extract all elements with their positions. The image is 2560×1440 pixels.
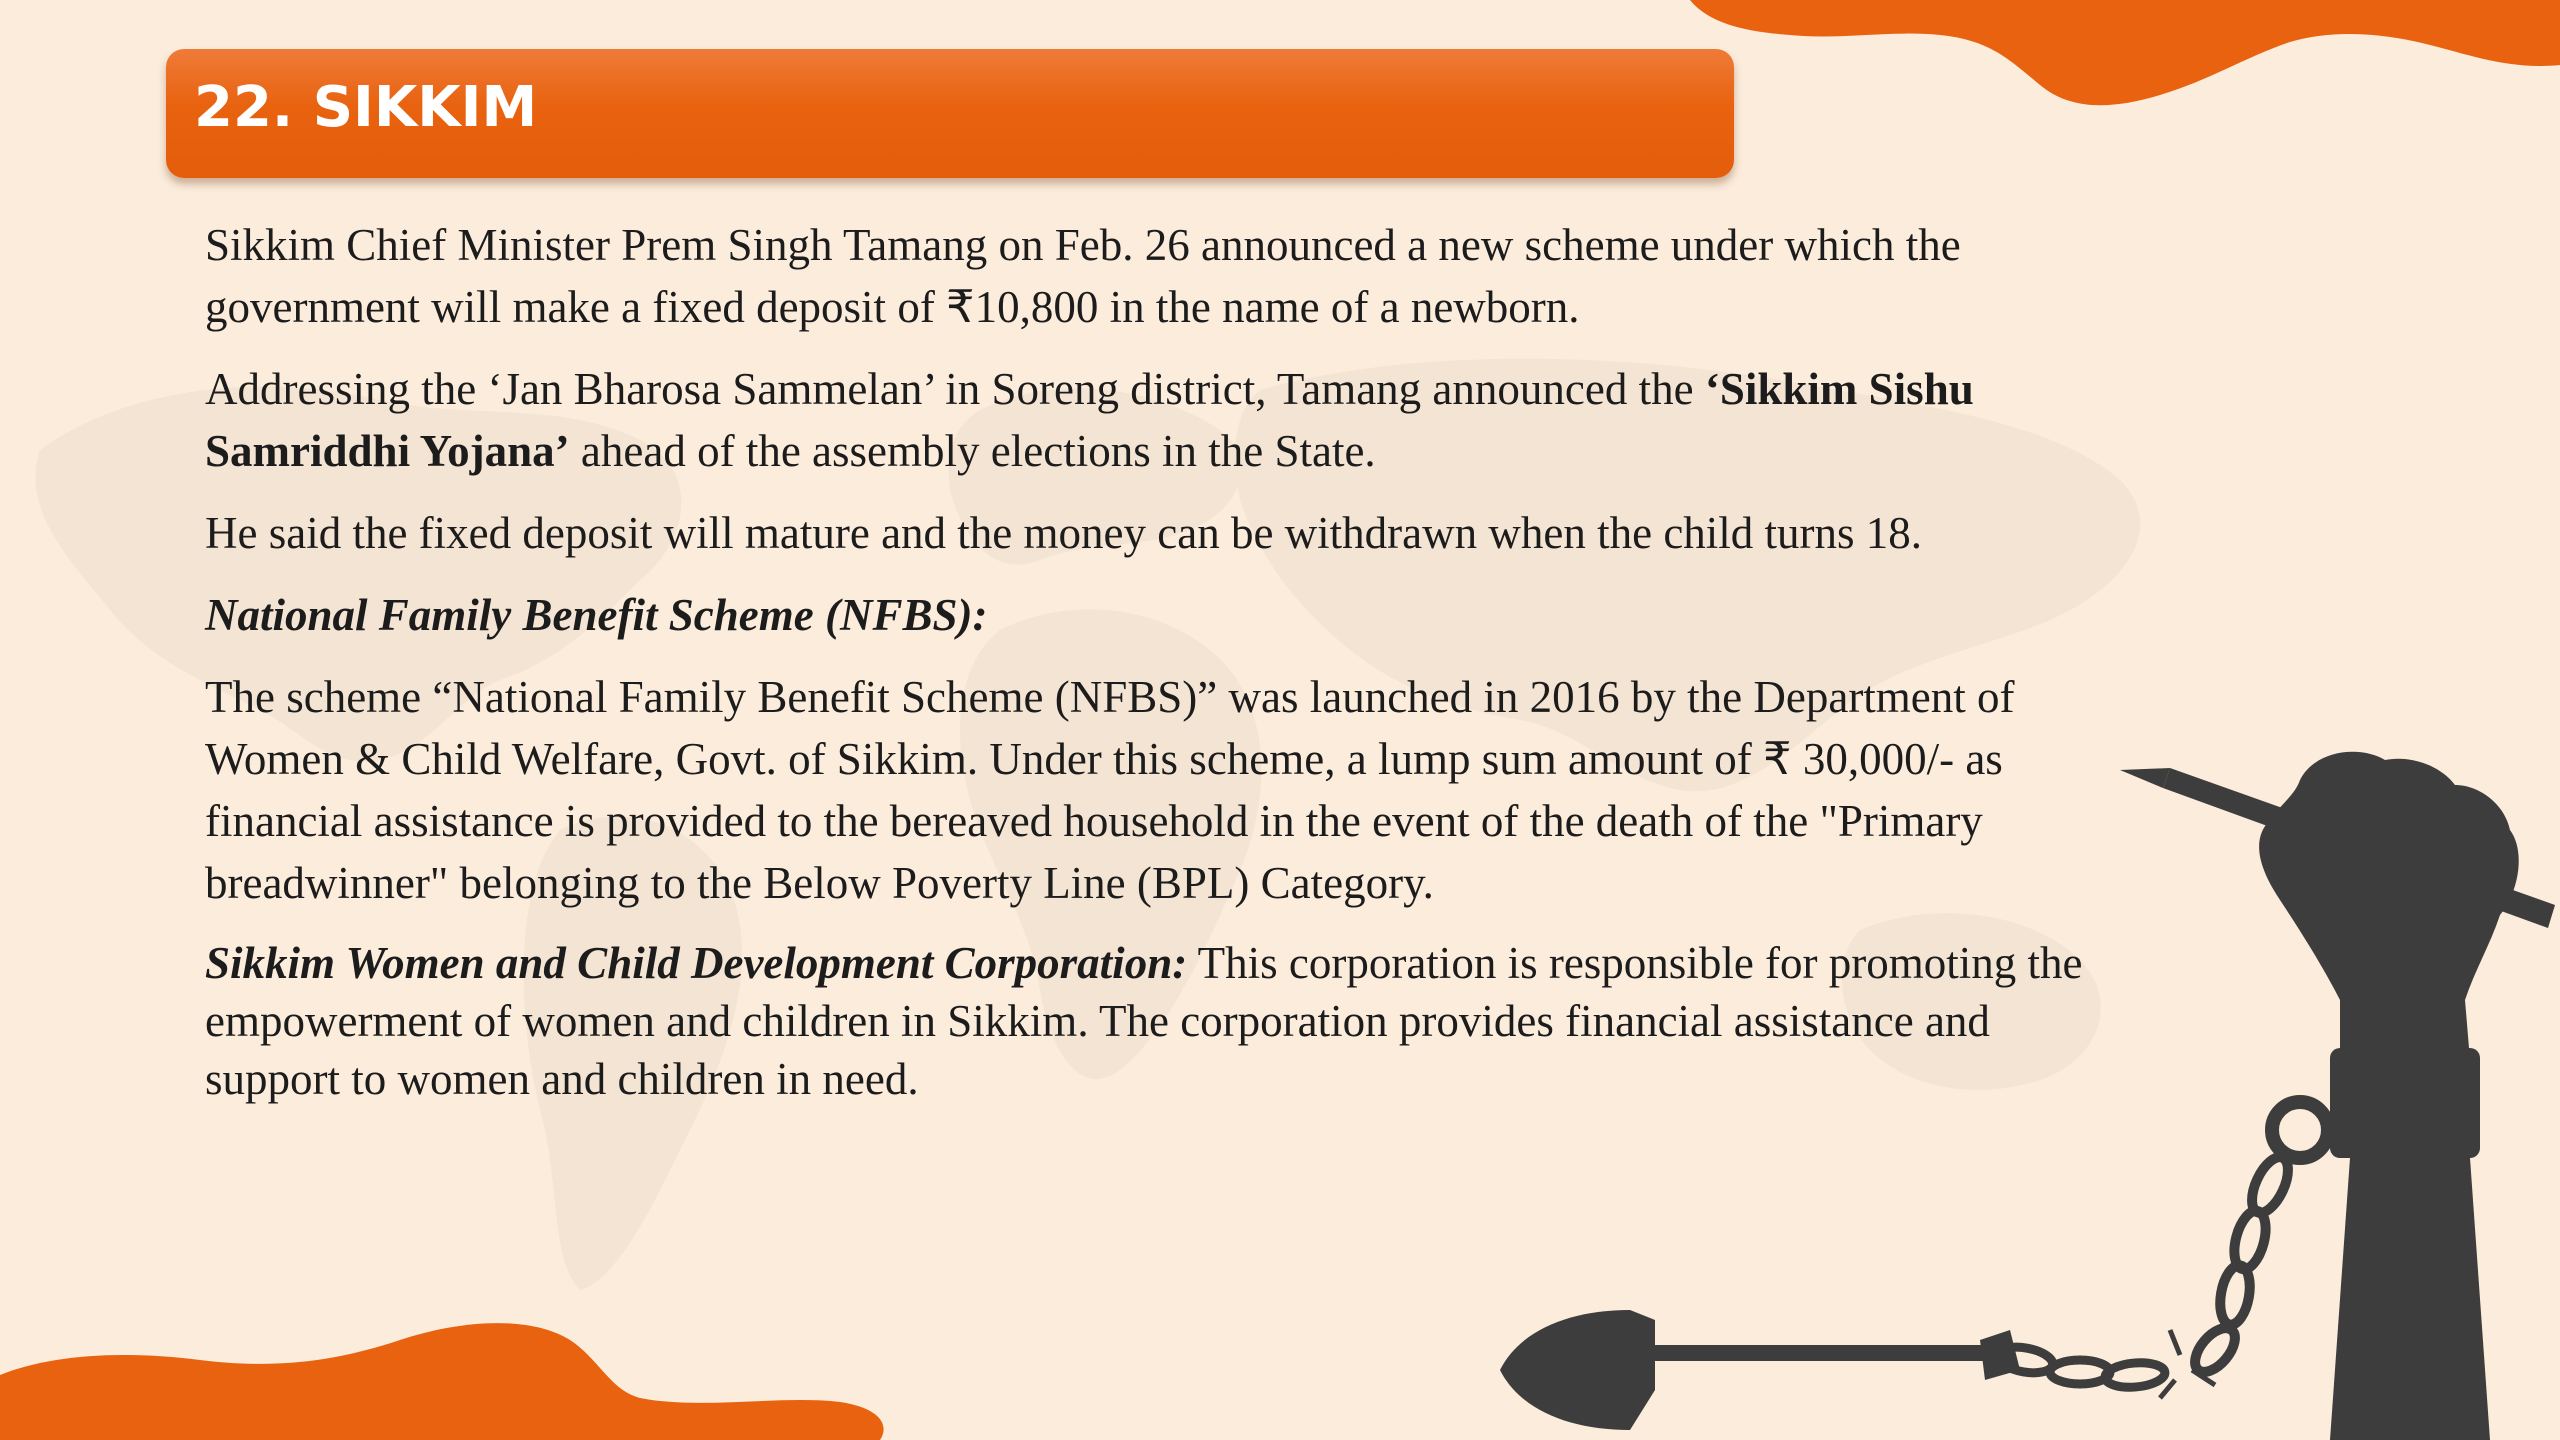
paragraph-yojana-text-1: Addressing the ‘Jan Bharosa Sammelan’ in Soreng district, Tamang announced the [205,364,1705,414]
heading-nfbs: National Family Benefit Scheme (NFBS): [205,590,988,640]
yojana-name: ‘Sikkim Sishu Samriddhi Yojana’ [205,364,1974,476]
paragraph-maturity: He said the fixed deposit will mature and the money can be withdrawn when the child turns 18. [205,508,1923,558]
bottom-wave-decoration [0,1320,900,1440]
heading-corporation: Sikkim Women and Child Development Corporation: [205,938,1188,988]
title-banner [166,49,1734,178]
paragraph-nfbs: The scheme “National Family Benefit Scheme (NFBS)” was launched in 2016 by the Department of Women & Child Welfare, Govt. of Sikkim. Under this scheme, a lump sum amount of ₹ 30,000/- as financial assistance is provided to the bereaved household in the event of the death of the "Primary breadwinner" belonging to the Below Poverty Line (BPL) Category. [205,672,2015,908]
page-title: 22. SIKKIM [194,75,538,140]
paragraph-yojana [205,358,2135,482]
fist-holding-pen-breaking-chain-icon [1480,730,2560,1440]
paragraph-newborn-scheme: Sikkim Chief Minister Prem Singh Tamang on Feb. 26 announced a new scheme under which the government will make a fixed deposit of ₹10,800 in the name of a newborn. [205,220,1961,332]
paragraph-yojana-text-2: ahead of the assembly elections in the State. [569,426,1376,476]
paragraph-corporation-text: This corporation is responsible for promoting the empowerment of women and children in Sikkim. The corporation provides financial assistance and support to women and children in need. [205,938,2083,1104]
top-wave-decoration [1690,0,2560,120]
